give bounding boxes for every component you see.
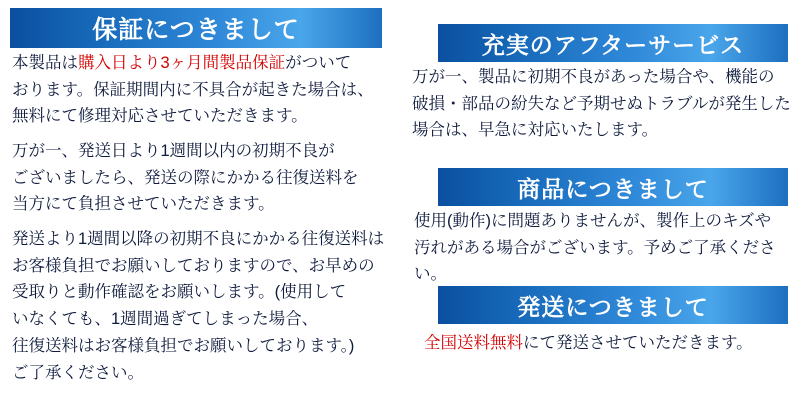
warranty-p3-line-2: お客様負担でお願いしておりますので、お早めの	[12, 256, 375, 275]
warranty-p2-line-2: ございましたら、発送の際にかかる往復送料を	[12, 168, 359, 187]
product-paragraph	[414, 208, 798, 288]
aftercare-line-1: 万が一、製品に初期不良があった場合や、機能の	[412, 68, 775, 86]
warranty-paragraph-3	[12, 226, 394, 386]
warranty-p1-line-3: 無料にて修理対応させていただきます。	[12, 107, 308, 126]
heading-product	[438, 168, 788, 206]
warranty-p3-line-5: 往復送料はお客様負担でお願いしております。)	[12, 336, 355, 355]
aftercare-paragraph	[412, 64, 796, 144]
warranty-p1-line-1	[12, 50, 390, 77]
shipping-highlight: 全国送料無料	[424, 334, 523, 352]
shipping-paragraph	[424, 330, 796, 357]
warranty-p1-pre: 本製品は	[12, 54, 78, 72]
shipping-line-1	[424, 330, 796, 357]
shipping-rest: にて発送させていただきます。	[523, 334, 753, 352]
warranty-p2-line-1: 万が一、発送日より1週間以内の初期不良が	[12, 142, 335, 160]
aftercare-line-2: 破損・部品の紛失など予期せぬトラブルが発生した	[412, 94, 791, 113]
product-line-2: 汚れがある場合がございます。予めご了承ください。	[414, 238, 776, 284]
warranty-paragraph-1	[12, 50, 390, 130]
warranty-p1-line-2: おります。保証期間内に不具合が起きた場合は、	[12, 80, 374, 99]
heading-shipping	[438, 286, 788, 324]
heading-warranty	[10, 8, 382, 48]
heading-product-label: 商品につきまして	[517, 175, 709, 202]
warranty-p1-post: がついて	[285, 54, 352, 72]
heading-aftercare	[438, 24, 788, 62]
warranty-p1-highlight: 購入日より3ヶ月間製品保証	[78, 54, 286, 72]
warranty-p3-line-4: いなくても、1週間過ぎてしまった場合、	[12, 310, 319, 329]
product-line-1: 使用(動作)に問題ありませんが、製作上のキズや	[414, 212, 772, 230]
warranty-p3-line-1: 発送より1週間以降の初期不良にかかる往復送料は	[12, 230, 385, 248]
heading-shipping-label: 発送につきまして	[517, 293, 709, 320]
warranty-p2-line-3: 当方にて負担させていただきます。	[12, 195, 275, 214]
heading-aftercare-label: 充実のアフターサービス	[481, 31, 745, 58]
aftercare-line-3: 場合は、早急に対応いたします。	[412, 121, 659, 140]
warranty-paragraph-2	[12, 138, 390, 218]
heading-warranty-label: 保証につきまして	[92, 16, 300, 44]
warranty-p3-line-3: 受取りと動作確認をお願いします。(使用して	[12, 283, 347, 302]
warranty-p3-line-6: ご了承ください。	[12, 363, 144, 382]
